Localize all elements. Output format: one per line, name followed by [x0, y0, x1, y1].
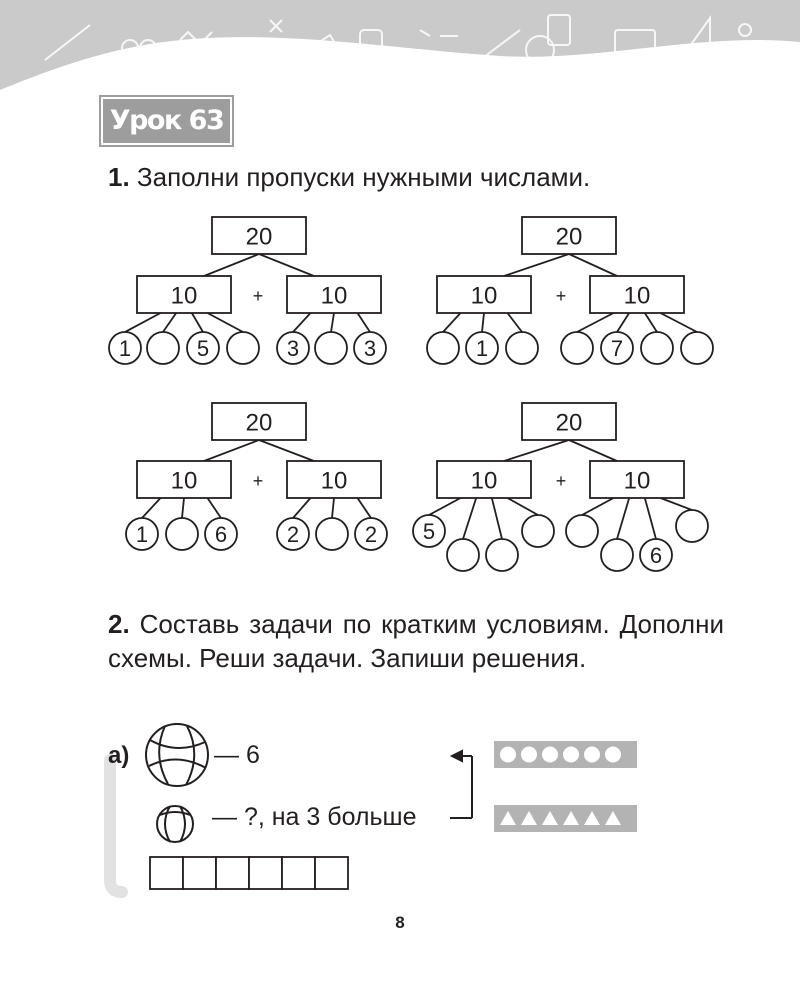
right-circle-value: 3	[286, 336, 300, 361]
small-ball-icon	[157, 806, 193, 842]
answer-cell[interactable]	[150, 857, 183, 889]
left-circle-value: 1	[475, 336, 489, 361]
scheme-ball-mark	[605, 747, 621, 763]
task1-number: 1.	[108, 162, 130, 192]
line2-text: — ?, на 3 больше	[212, 803, 417, 831]
part-a-label: а)	[108, 742, 130, 769]
task2-number: 2.	[108, 609, 130, 639]
right-circle-value: 3	[363, 336, 377, 361]
plus-sign: +	[252, 471, 264, 491]
left-circle-value: 6	[214, 522, 228, 547]
right-circle-value: 2	[364, 522, 378, 547]
line1-text: — 6	[214, 741, 260, 769]
left-circle-value: 5	[422, 519, 436, 544]
plus-sign: +	[555, 286, 567, 306]
task2-text: Составь задачи по кратким условиям. Дополни схемы. Реши задачи. Запиши решения.	[108, 609, 724, 673]
tree-left-box-value: 10	[170, 282, 198, 310]
left-circle-value: 5	[196, 336, 210, 361]
scheme-ball-mark	[563, 747, 579, 763]
answer-cell[interactable]	[282, 857, 315, 889]
right-circle-value: 6	[649, 543, 663, 568]
answer-cell[interactable]	[249, 857, 282, 889]
tree-top-box-value: 20	[245, 409, 273, 437]
tree-right-box-value: 10	[320, 282, 348, 310]
lesson-badge: Урок 63	[103, 99, 230, 143]
side-bracket-bar	[110, 760, 122, 892]
arrow-left-icon	[452, 751, 462, 761]
tree-left-box-value: 10	[170, 467, 198, 495]
comparison-bracket	[450, 751, 472, 818]
basketball-icon	[146, 724, 208, 786]
tree-left-box-value: 10	[470, 467, 498, 495]
answer-cells	[150, 857, 348, 889]
left-circle-value: 1	[135, 522, 149, 547]
tree-right-box-value: 10	[623, 467, 651, 495]
scheme-ball-mark	[521, 747, 537, 763]
tree-right-box-value: 10	[623, 282, 651, 310]
answer-cell[interactable]	[315, 857, 348, 889]
tree-top-box-value: 20	[245, 223, 273, 251]
tree-right-box-value: 10	[320, 467, 348, 495]
left-circle-value: 1	[118, 336, 132, 361]
scheme-ball-mark	[584, 747, 600, 763]
plus-sign: +	[252, 286, 264, 306]
scheme-ball-mark	[542, 747, 558, 763]
task1-text: Заполни пропуски нужными числами.	[136, 162, 591, 192]
right-circle-value: 7	[610, 336, 624, 361]
right-circle-value: 2	[286, 522, 300, 547]
page-number: 8	[395, 913, 405, 932]
tree-left-box-value: 10	[470, 282, 498, 310]
answer-cell[interactable]	[216, 857, 249, 889]
scheme-ball-mark	[500, 747, 516, 763]
plus-sign: +	[555, 471, 567, 491]
tree-top-box-value: 20	[555, 409, 583, 437]
tree-top-box-value: 20	[555, 223, 583, 251]
answer-cell[interactable]	[183, 857, 216, 889]
